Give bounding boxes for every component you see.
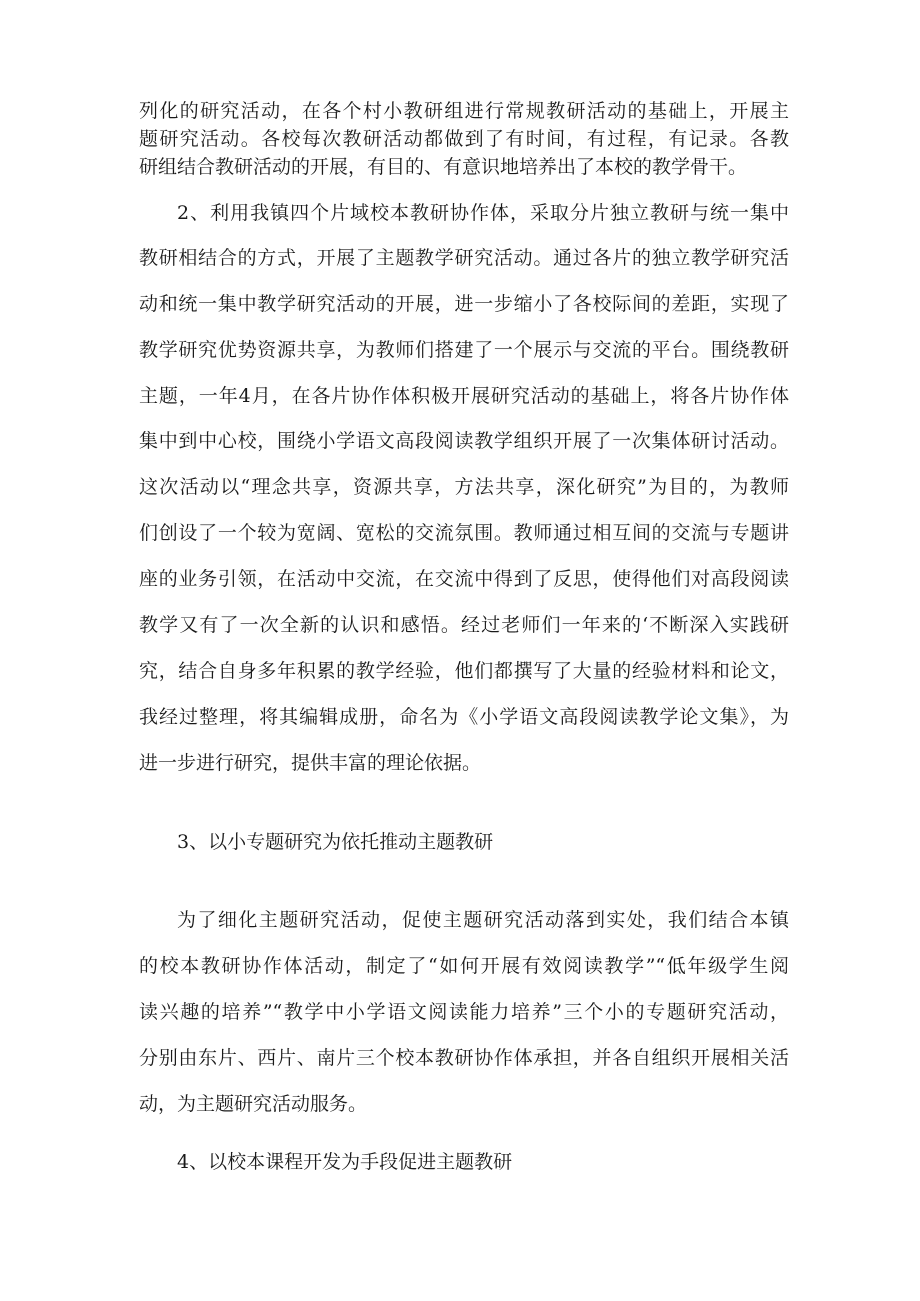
- paragraph-2-line-8: 们创设了一个较为宽阔、宽松的交流氛围。教师通过相互间的交流与专题讲: [139, 522, 789, 544]
- paragraph-2-line-6: 集中到中心校，围绕小学语文高段阅读教学组织开展了一次集体研讨活动。: [139, 430, 789, 452]
- paragraph-2-line-2: 教研相结合的方式，开展了主题教学研究活动。通过各片的独立教学研究活: [139, 247, 789, 269]
- paragraph-3-line-4: 分别由东片、西片、南片三个校本教研协作体承担，并各自组织开展相关活: [139, 1047, 789, 1069]
- paragraph-2-line-7: 这次活动以“理念共享，资源共享，方法共享，深化研究”为目的，为教师: [139, 476, 789, 498]
- paragraph-2-line-9: 座的业务引领，在活动中交流，在交流中得到了反思，使得他们对高段阅读: [139, 568, 789, 590]
- paragraph-2-line-5: 主题，一年4月，在各片协作体积极开展研究活动的基础上，将各片协作体: [139, 385, 789, 407]
- paragraph-2-line-13: 进一步进行研究，提供丰富的理论依据。: [139, 752, 482, 774]
- section-heading-3: 3、以小专题研究为依托推动主题教研: [177, 831, 494, 853]
- paragraph-3-line-2: 的校本教研协作体活动，制定了“如何开展有效阅读教学”“低年级学生阅: [139, 955, 789, 977]
- paragraph-2-line-4: 教学研究优势资源共享，为教师们搭建了一个展示与交流的平台。围绕教研: [139, 339, 789, 361]
- paragraph-3-line-1: 为了细化主题研究活动，促使主题研究活动落到实处，我们结合本镇: [177, 909, 789, 931]
- paragraph-1-line-1: 列化的研究活动，在各个村小教研组进行常规教研活动的基础上，开展主: [139, 100, 789, 122]
- paragraph-3-line-5: 动，为主题研究活动服务。: [139, 1093, 368, 1115]
- paragraph-3-line-3: 读兴趣的培养”“教学中小学语文阅读能力培养”三个小的专题研究活动，: [139, 1001, 789, 1023]
- paragraph-2-line-3: 动和统一集中教学研究活动的开展，进一步缩小了各校际间的差距，实现了: [139, 293, 789, 315]
- paragraph-2-line-10: 教学又有了一次全新的认识和感悟。经过老师们一年来的‘不断深入实践研: [139, 614, 789, 636]
- paragraph-1-line-3: 研组结合教研活动的开展，有目的、有意识地培养出了本校的教学骨干。: [139, 156, 748, 178]
- paragraph-2-line-1: 2、利用我镇四个片域校本教研协作体，采取分片独立教研与统一集中: [177, 202, 789, 224]
- paragraph-2-line-11: 究，结合自身多年积累的教学经验，他们都撰写了大量的经验材料和论文，: [139, 660, 789, 682]
- section-heading-4: 4、以校本课程开发为手段促进主题教研: [177, 1151, 513, 1173]
- paragraph-1-line-2: 题研究活动。各校每次教研活动都做到了有时间，有过程，有记录。各教: [139, 128, 789, 150]
- paragraph-2-line-12: 我经过整理，将其编辑成册，命名为《小学语文高段阅读教学论文集》，为: [139, 706, 789, 728]
